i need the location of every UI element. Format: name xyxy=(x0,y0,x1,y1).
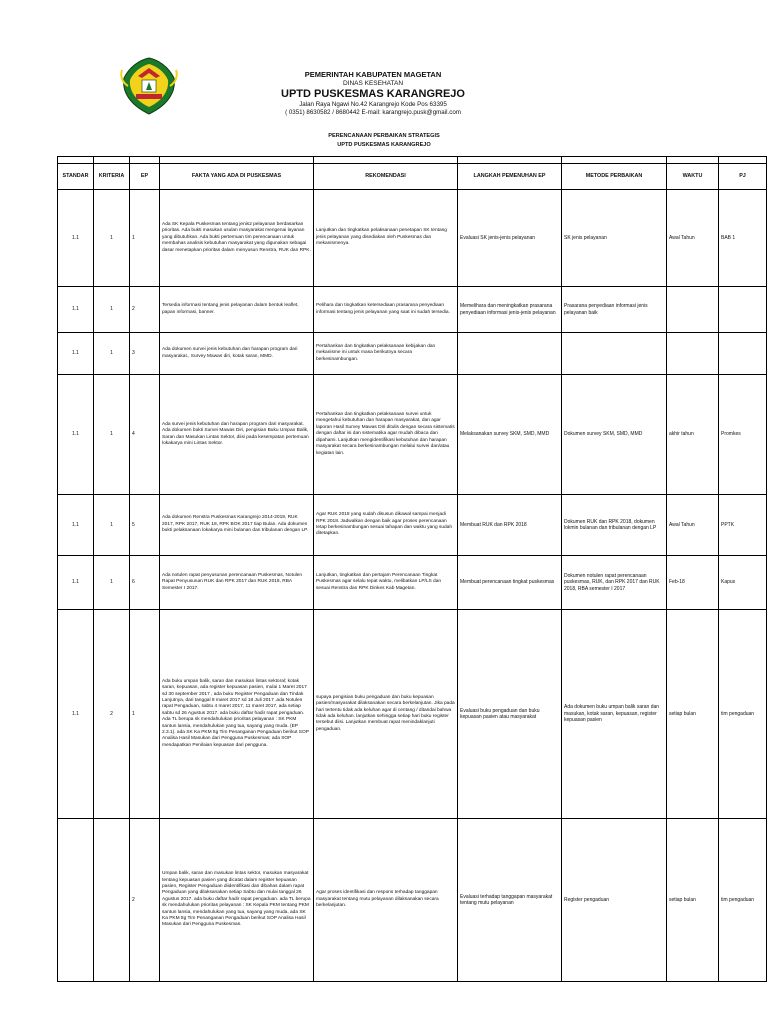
document-subtitle: UPTD PUSKESMAS KARANGREJO xyxy=(337,142,431,148)
cell-metode: Ada dokumen buku umpan balik saran dan masukan, kotak saran, kepuasan, register kepuasan pasien xyxy=(562,610,667,819)
cell-standar: 1.1 xyxy=(58,375,94,495)
cell-rekomendasi: Lanjutkan dan tingkatkan pelaksanaan penetapan SK tentang jenis pelayanan yang disediakan oleh Puskesmas dan mekanismenya. xyxy=(314,190,458,287)
cell-pj: Kapus xyxy=(719,556,767,610)
cell-kriteria: 1 xyxy=(94,495,130,556)
cell-metode: SK jenis pelayanan xyxy=(562,190,667,287)
cell-rekomendasi: Agar proses identifikasi dan respons terhadap tanggapan masyarakat tentang mutu pelayanan dilaksanakan secara berkelanjutan. xyxy=(314,819,458,982)
cell-standar: 1.1 xyxy=(58,287,94,333)
cell-ep: 4 xyxy=(130,375,160,495)
cell-waktu: setiap bulan xyxy=(667,610,719,819)
cell-kriteria: 2 xyxy=(94,610,130,819)
letterhead xyxy=(0,0,768,150)
magetan-regency-emblem-icon xyxy=(118,56,180,116)
cell-fakta: Ada SK Kepala Puskesmas tentang jenis2 pelayanan berdasarkan prioritas. Ada bukti masukan usulan masyarakat mengenai layanan yang dibutuhkan. Ada bukti pertemuan tim perencanaan untuk membahas analisis kebutuhan masyarakat yang digunakan sebagai dasar menetapkan prioritas dalam menyusun Renstra, RUK dan RPK. xyxy=(160,190,314,287)
cell-pj: tim pengaduan xyxy=(719,610,767,819)
cell-pj: BAB 1 xyxy=(719,190,767,287)
col-header-fakta: FAKTA YANG ADA DI PUSKESMAS xyxy=(160,164,314,190)
cell-rekomendasi: Agar RUK 2018 yang sudah disusun dikawal sampai menjadi RPK 2018. Jadwalkan dengan baik agar proses perencanaan tetap berkesinambungan sesuai tahapan dan waktu yang sudah ditetapkan. xyxy=(314,495,458,556)
cell-ep: 2 xyxy=(130,819,160,982)
address: Jalan Raya Ngawi No.42 Karangrejo Kode Pos 63395 xyxy=(299,101,447,108)
cell-metode: Dokumen RUK dan RPK 2018, dokumen lokmin bulanan dan tribulanan dengan LP xyxy=(562,495,667,556)
cell-rekomendasi: Pertahankan dan tingkatkan pelaksanaan kebijakan dan mekanisme ini untuk masa berikutnya secara berkesinambungan. xyxy=(314,333,458,375)
cell-metode: Prasarana penyediaan informasi jenis pelayanan baik xyxy=(562,287,667,333)
cell-langkah: Memelihara dan meningkatkan prasarana penyediaan informasi jenis-jenis pelayanan xyxy=(458,287,562,333)
cell-waktu: Awal Tahun xyxy=(667,495,719,556)
cell-kriteria xyxy=(94,819,130,982)
cell-kriteria: 1 xyxy=(94,190,130,287)
cell-waktu: Awal Tahun xyxy=(667,190,719,287)
table-top-spacer xyxy=(58,157,767,164)
strategic-improvement-table xyxy=(57,156,767,982)
cell-waktu: setiap bulan xyxy=(667,819,719,982)
cell-waktu: akhir tahun xyxy=(667,375,719,495)
cell-rekomendasi: Pertahankan dan tingkatkan pelaksanaan survei untuk mengetahui kebutuhan dan harapan masyarakat, dan agar laporan Hasil Survey Mawas Diri ditulis dengan secara sistematis dengan daftar isi dan sistematika agar mudah dibaca dan dipahami. Lanjutkan mengidentifikasi kebutuhan dan harapan masyarakat secara berkesinambungan melalui survei dan/atau kegiatan lain. xyxy=(314,375,458,495)
cell-kriteria: 1 xyxy=(94,375,130,495)
cell-langkah: Melaksanakan survey SKM, SMD, MMD xyxy=(458,375,562,495)
table-row xyxy=(58,495,767,556)
cell-fakta: Tersedia informasi tentang jenis pelayanan dalam bentuk leaflet, papan informasi, banner. xyxy=(160,287,314,333)
col-header-kriteria: KRITERIA xyxy=(94,164,130,190)
cell-kriteria: 1 xyxy=(94,287,130,333)
col-header-pj: PJ xyxy=(719,164,767,190)
cell-waktu xyxy=(667,333,719,375)
cell-pj: PPTK xyxy=(719,495,767,556)
cell-langkah: Evaluasi buku pengaduan dan buku kepuasan pasien atau masyarakat xyxy=(458,610,562,819)
cell-metode: Dokumen survey SKM, SMD, MMD xyxy=(562,375,667,495)
department-name: DINAS KESEHATAN xyxy=(342,80,404,87)
table-body xyxy=(58,157,767,982)
cell-standar: 1.1 xyxy=(58,495,94,556)
cell-fakta: Ada dokumen Renstra Puskesmas Karangrejo 2014-2019, RUK 2017, RPK 2017, RUK 18, RPK BOK 2017 tiap Bulan. Ada dokumen bukti pelaksanaan lokakarya mini bulanan dan tribulanan dengan LP. xyxy=(160,495,314,556)
cell-fakta: Ada notulen rapat penyusunan perencanaan Puskesmas, Notulen Rapat Penyusunan RUK dan RPK 2017 dan RUK 2018, RBA Semester I 2017. xyxy=(160,556,314,610)
cell-langkah: Membuat perencanaan tingkat puskesmas xyxy=(458,556,562,610)
cell-fakta: Ada dokumen survei jenis kebutuhan dan harapan program dari masyarakat., Survey Mawas diri, kotak saran, MMD. xyxy=(160,333,314,375)
col-header-metode: METODE PERBAIKAN xyxy=(562,164,667,190)
cell-pj xyxy=(719,287,767,333)
table-header-row xyxy=(58,164,767,190)
cell-standar: 1.1 xyxy=(58,333,94,375)
cell-waktu xyxy=(667,287,719,333)
document-title: PERENCANAAN PERBAIKAN STRATEGIS xyxy=(328,133,440,139)
col-header-ep: EP xyxy=(130,164,160,190)
cell-ep: 1 xyxy=(130,190,160,287)
table-row xyxy=(58,375,767,495)
cell-fakta: Ada survei jenis kebutuhan dan harapan program dari masyarakat. Ada dokumen bukti Survei Mawas Diri, pengisian Buku Umpan Balik, Saran dan Masukan Lintas Sektor, diisi pada kesempatan pertemuan lokakarya mini Lintas Sektor. xyxy=(160,375,314,495)
cell-ep: 1 xyxy=(130,610,160,819)
cell-waktu: Feb-18 xyxy=(667,556,719,610)
cell-kriteria: 1 xyxy=(94,333,130,375)
table-row xyxy=(58,819,767,982)
col-header-langkah: LANGKAH PEMENUHAN EP xyxy=(458,164,562,190)
col-header-waktu: WAKTU xyxy=(667,164,719,190)
table-row xyxy=(58,333,767,375)
cell-pj: Promkes xyxy=(719,375,767,495)
cell-metode xyxy=(562,333,667,375)
cell-ep: 2 xyxy=(130,287,160,333)
cell-ep: 6 xyxy=(130,556,160,610)
cell-pj xyxy=(719,333,767,375)
cell-rekomendasi: Lanjutkan, tingkatkan dan pertajam Perencanaan Tingkat Puskesmas agar selalu tepat waktu, melibatkan LP/LS dan sesuai Renstra dan RPK Dinkes Kab Magetan. xyxy=(314,556,458,610)
table-row xyxy=(58,610,767,819)
cell-ep: 5 xyxy=(130,495,160,556)
cell-langkah: Membuat RUK dan RPK 2018 xyxy=(458,495,562,556)
cell-rekomendasi: Pelihara dan tingkatkan ketersediaan prasarana penyediaan informasi tentang jenis pelayanan yang saat ini sudah tersedia. xyxy=(314,287,458,333)
cell-fakta: Umpan balik, saran dan masukan lintas sektor, masukan masyarakat tentang kepuasan pasien yang dicatat dalam register kepuasan pasien, Register Pengaduan diidentifikasi dan dibahas dalam rapat Pengaduan yang dilaksanakan setiap Sabtu dan mulai tanggal 26 Agustus 2017. ada buku daftar hadir rapat pengaduan. ada TL berupa sk mendahulukan prioritas pelayanan : SK Kepala PKM tentang PKM santun lansia, mendahulukan yang tua, sayang yang muda, ada SK Ka PKM ttg Tim Penanganan Pengaduan berikut SOP Analisa Hasil Masukan dari Pengguna Puskesmas. xyxy=(160,819,314,982)
document-title-block xyxy=(0,132,768,150)
cell-langkah: Evaluasi SK jenis-jenis pelayanan xyxy=(458,190,562,287)
col-header-rekomendasi: REKOMENDASI xyxy=(314,164,458,190)
cell-langkah: Evaluasi terhadap tanggapan masyarakat tentang mutu pelayanan xyxy=(458,819,562,982)
cell-standar: 1.1 xyxy=(58,610,94,819)
cell-standar: 1.1 xyxy=(58,190,94,287)
cell-rekomendasi: supaya pengisian buku pengaduan dan buku kepuasan pasien/masyarakat dilaksanakan secara berkelanjutan. Jika pada hari tertentu tidak ada keluhan agar di centang / ditandai bahwa tidak ada keluhan. lanjutkan sehingga setiap hari buku register tersebut diisi. Lanjutkan membuat rapat menindaklanjuti pengaduan. xyxy=(314,610,458,819)
government-name: PEMERINTAH KABUPATEN MAGETAN xyxy=(304,70,442,79)
table-row xyxy=(58,287,767,333)
cell-ep: 3 xyxy=(130,333,160,375)
cell-metode: Dokumen notulen rapat perencanaan puskesmas, RUK, dan RPK 2017 dan RUK 2018, RBA semester I 2017 xyxy=(562,556,667,610)
contact-info: ( 0351) 8630582 / 8680442 E-mail: karangrejo.pusk@gmail.com xyxy=(285,109,461,116)
table-row xyxy=(58,556,767,610)
table-row xyxy=(58,190,767,287)
cell-pj: tim pengaduan xyxy=(719,819,767,982)
cell-langkah xyxy=(458,333,562,375)
cell-kriteria: 1 xyxy=(94,556,130,610)
letterhead-text xyxy=(248,70,498,117)
cell-standar: 1.1 xyxy=(58,556,94,610)
institution-name: UPTD PUSKESMAS KARANGREJO xyxy=(281,88,465,100)
col-header-standar: STANDAR xyxy=(58,164,94,190)
cell-fakta: Ada buku umpan balik, saran dan masukan lintas sektoral; kotak saran, kepuasan, ada register kepuasan pasien, mulai 1 Maret 2017 sd 30 september 2017 , ada buku Register Pengaduan dan Tindak Lanjutnya, dari tanggal 8 maret 2017 sd 18 Juli 2017 .ada Notulen rapat Pengaduan, sabtu 4 maret 2017, 11 maret 2017, ada setiap sabtu sd 26 Agustus 2017. ada buku daftar hadir rapat pengaduan. Ada TL berupa sk mendahulukan prioritas pelayanan : SK PKM santun lansia, mendahulukan yang tua, sayang yang muda. (EP 2.3.1). ada SK Ka PKM ttg Tim Penanganan Pengaduan berikut SOP Analisa Hasil Masukan dari Pengguna Puskesmas; ada SOP mendapatkan Penilaian kepuasan dari pengguna. xyxy=(160,610,314,819)
cell-standar xyxy=(58,819,94,982)
cell-metode: Register pengaduan xyxy=(562,819,667,982)
